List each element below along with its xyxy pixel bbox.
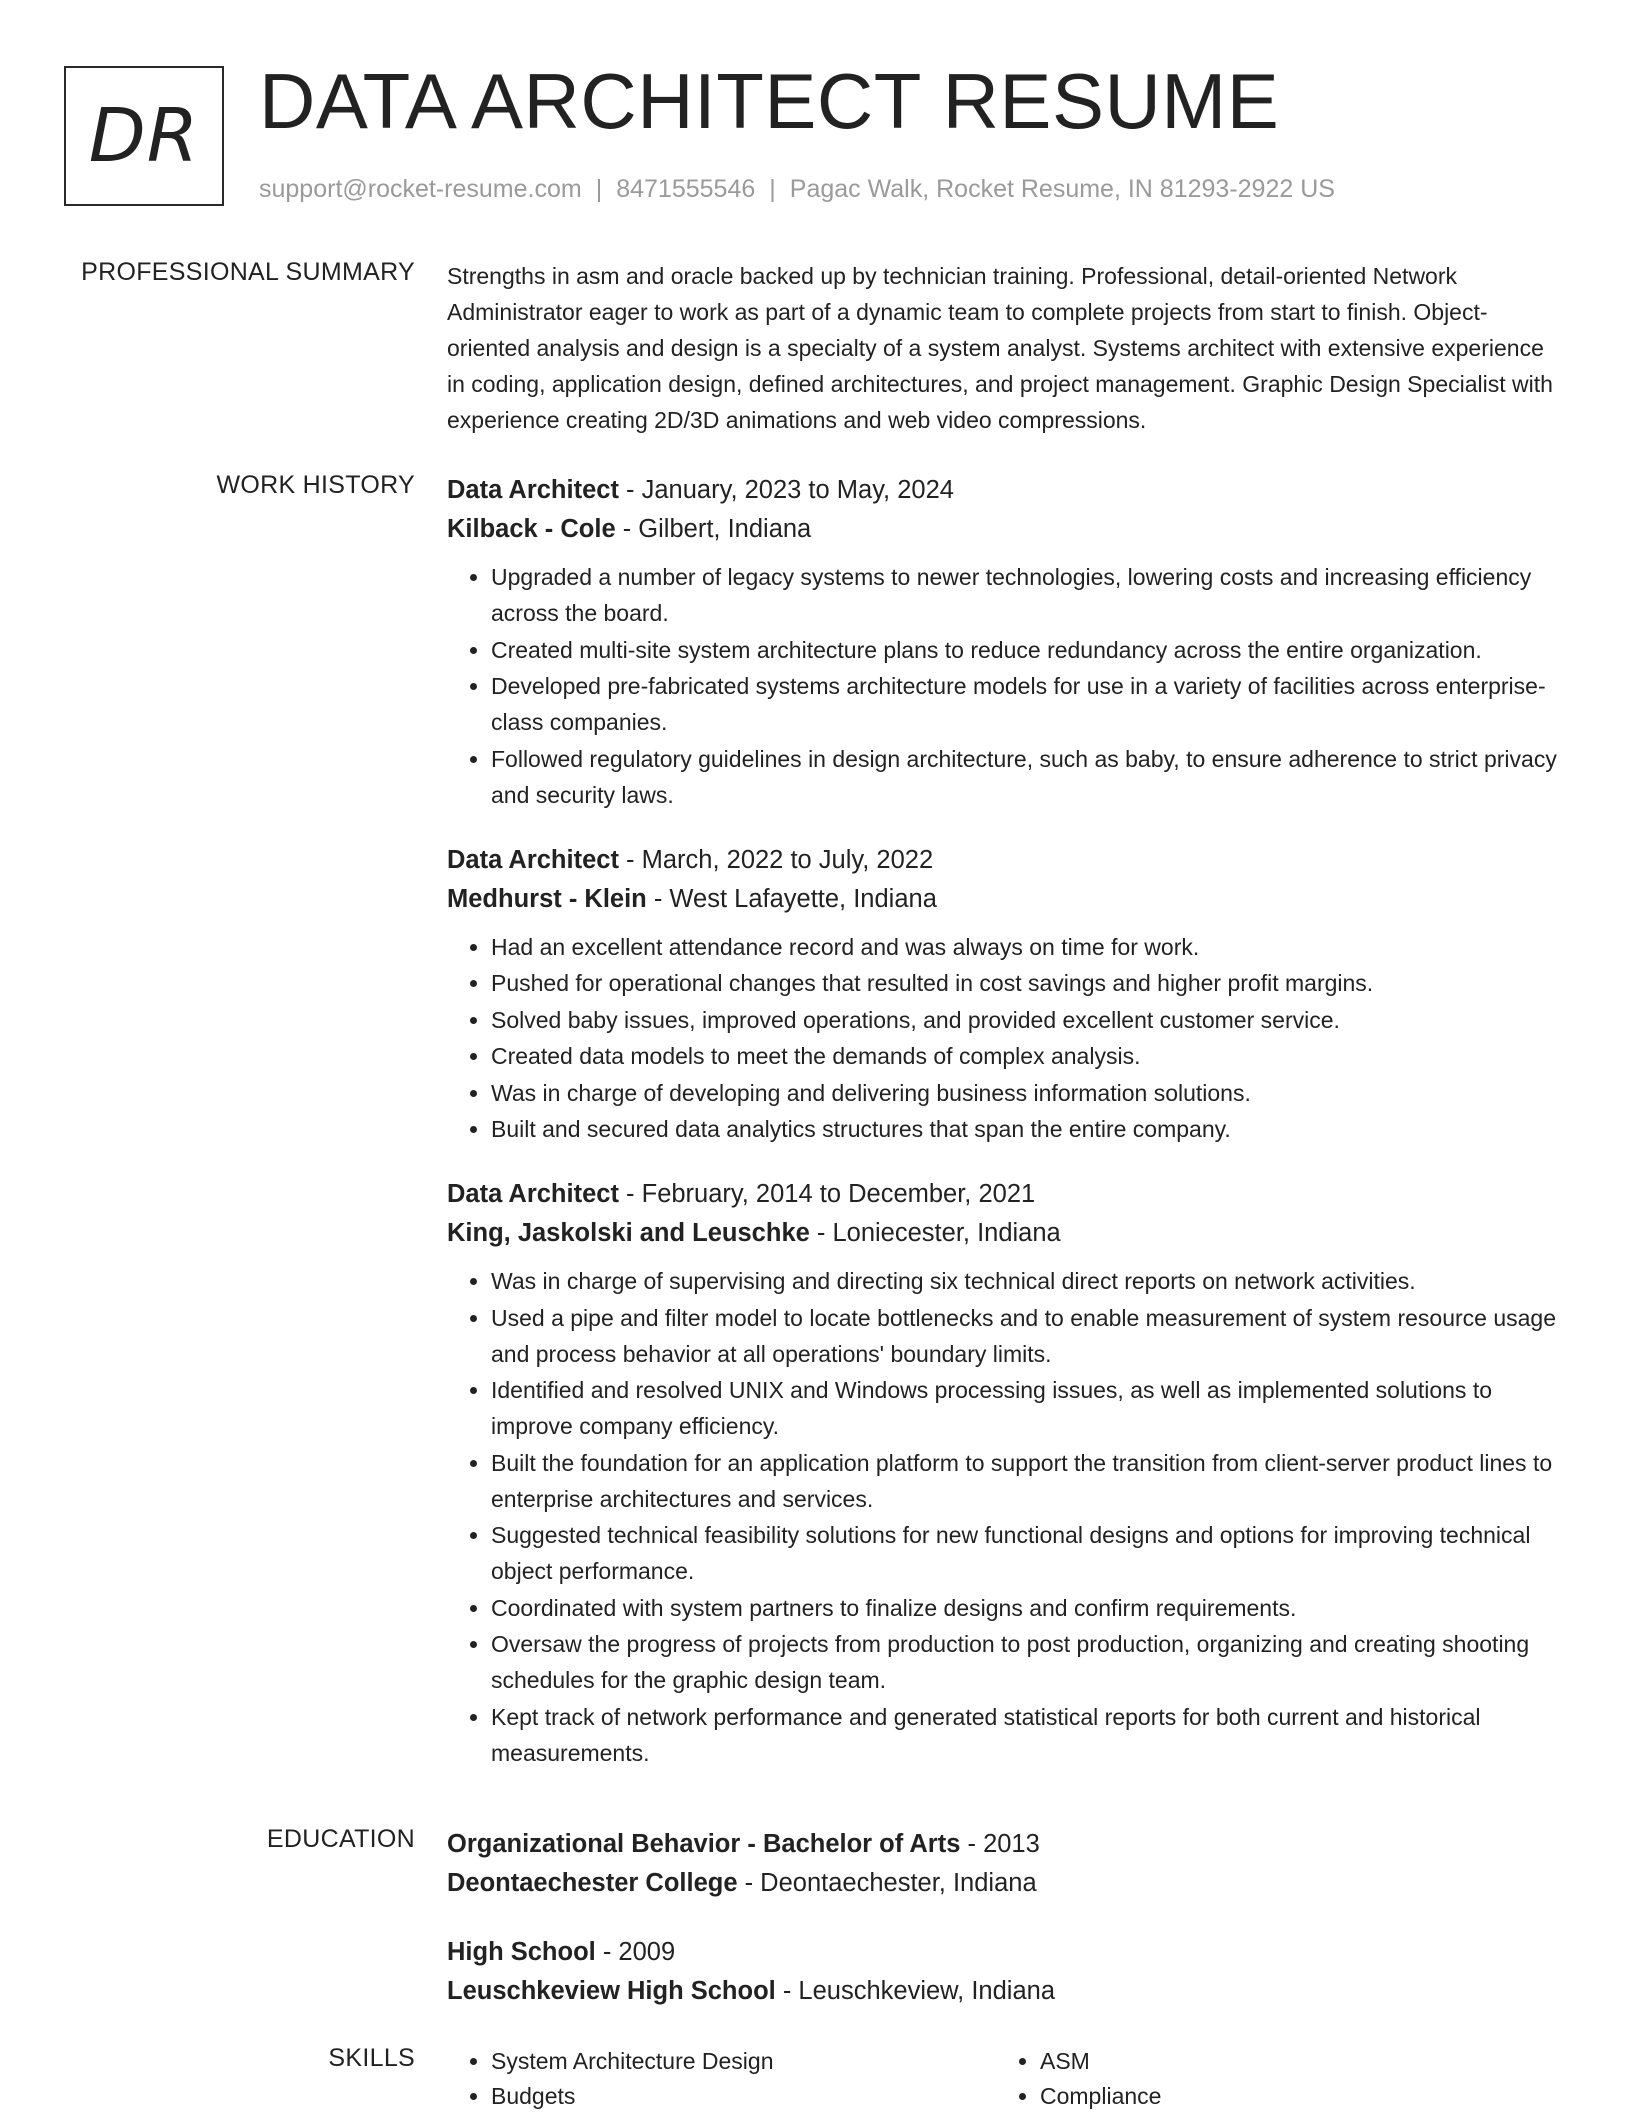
summary-text: Strengths in asm and oracle backed up by technician training. Professional, detail-oriented Network Administrator eager to work as part of a dynamic team to complete projects from start to finish. Object-oriented analysis and design is a specialty of a system analyst. Systems architect with extensive experience in coding, application design, defined architectures, and project management. Graphic Design Specialist with experience creating 2D/3D animations and web video compressions. (447, 263, 1553, 433)
job-dates: - March, 2022 to July, 2022 (618, 845, 934, 874)
job-title-line (447, 471, 1567, 510)
skill-item: • ASM (1040, 2044, 1545, 2079)
monogram-box (64, 66, 224, 206)
contact-address: Pagac Walk, Rocket Resume, IN 81293-2922 US (789, 175, 1335, 203)
job-bullet: • Coordinated with system partners to finalize designs and confirm requirements. (491, 1590, 1567, 1626)
skills-grid (447, 2044, 1567, 2114)
job-location: - Loniecester, Indiana (809, 1219, 1061, 1247)
job-bullet: • Pushed for operational changes that resulted in cost savings and higher profit margins. (491, 965, 1567, 1001)
summary-body (447, 258, 1567, 438)
contact-separator: | (595, 175, 603, 203)
job-title-line (447, 1175, 1567, 1214)
skill-item: • Compliance (1040, 2079, 1545, 2114)
section-label-work-history: WORK HISTORY (216, 471, 415, 499)
job-bullet: • Upgraded a number of legacy systems to newer technologies, lowering costs and increasing efficiency across the board. (491, 559, 1567, 631)
education-year: - 2013 (960, 1830, 1040, 1858)
job-bullet: • Developed pre-fabricated systems architecture models for use in a variety of facilities across enterprise-class companies. (491, 668, 1567, 740)
job-location: - West Lafayette, Indiana (646, 884, 937, 913)
skill-item: • System Architecture Design (491, 2044, 996, 2079)
job-bullet: • Used a pipe and filter model to locate bottlenecks and to enable measurement of system resource usage and process behavior at all operations' boundary limits. (491, 1300, 1567, 1372)
contact-line (259, 175, 1335, 204)
education-body (447, 1825, 1567, 2041)
education-location: - Deontaechester, Indiana (737, 1869, 1037, 1897)
job-bullet: • Identified and resolved UNIX and Windows processing issues, as well as implemented solutions to improve company efficiency. (491, 1372, 1567, 1444)
job-bullet: • Built the foundation for an application platform to support the transition from client-server product lines to enterprise architectures and services. (491, 1445, 1567, 1517)
job-bullets (447, 559, 1567, 813)
job-entry (447, 471, 1567, 813)
job-bullet: • Was in charge of developing and delivering business information solutions. (491, 1075, 1567, 1111)
job-bullet: • Created data models to meet the demands of complex analysis. (491, 1038, 1567, 1074)
job-bullet: • Oversaw the progress of projects from production to post production, organizing and creating shooting schedules for the graphic design team. (491, 1626, 1567, 1698)
education-school: Leuschkeview High School (447, 1977, 776, 2005)
section-label-skills: SKILLS (328, 2044, 415, 2072)
education-degree-line (447, 1825, 1567, 1864)
job-bullet: • Created multi-site system architecture plans to reduce redundancy across the entire organization. (491, 632, 1567, 668)
skills-column-right (996, 2044, 1545, 2114)
job-bullet: • Solved baby issues, improved operations, and provided excellent customer service. (491, 1002, 1567, 1038)
education-school: Deontaechester College (447, 1869, 738, 1897)
job-entry (447, 1175, 1567, 1771)
skills-column-left (447, 2044, 996, 2114)
education-entry (447, 1825, 1567, 1903)
job-bullet: • Followed regulatory guidelines in design architecture, such as baby, to ensure adherence to strict privacy and security laws. (491, 741, 1567, 813)
job-title: Data Architect (447, 476, 619, 504)
section-label-summary: PROFESSIONAL SUMMARY (81, 258, 415, 286)
resume-title: DATA ARCHITECT RESUME (259, 57, 1280, 145)
job-company: King, Jaskolski and Leuschke (447, 1219, 810, 1247)
job-bullet: • Had an excellent attendance record and was always on time for work. (491, 929, 1567, 965)
job-bullet: • Built and secured data analytics structures that span the entire company. (491, 1111, 1567, 1147)
job-bullets (447, 929, 1567, 1148)
education-school-line (447, 1972, 1567, 2011)
job-company-line (447, 880, 1567, 919)
contact-separator: | (769, 175, 776, 203)
section-label-education: EDUCATION (266, 1825, 415, 1853)
work-history-body (447, 471, 1567, 1799)
job-title-line (447, 841, 1567, 880)
job-title: Data Architect (447, 1180, 619, 1208)
skills-body (447, 2044, 1567, 2114)
education-degree: High School (447, 1938, 596, 1966)
contact-email[interactable]: support@rocket-resume.com (259, 175, 582, 203)
education-school-line (447, 1864, 1567, 1903)
job-bullet: • Kept track of network performance and generated statistical reports for both current and historical measurements. (491, 1699, 1567, 1771)
job-location: - Gilbert, Indiana (615, 515, 812, 543)
education-year: - 2009 (595, 1938, 676, 1966)
job-bullet: • Was in charge of supervising and directing six technical direct reports on network activities. (491, 1263, 1567, 1299)
job-bullet: • Suggested technical feasibility solutions for new functional designs and options for improving technical object performance. (491, 1517, 1567, 1589)
job-title: Data Architect (447, 845, 619, 874)
contact-phone[interactable]: 8471555546 (616, 175, 756, 203)
education-degree-line (447, 1933, 1567, 1972)
job-bullets (447, 1263, 1567, 1771)
job-company-line (447, 510, 1567, 549)
job-company: Kilback - Cole (447, 515, 616, 543)
education-location: - Leuschkeview, Indiana (775, 1977, 1056, 2005)
skill-item: • Budgets (491, 2079, 996, 2114)
job-company: Medhurst - Klein (447, 884, 647, 913)
monogram-initials: DR (88, 93, 200, 179)
education-degree: Organizational Behavior - Bachelor of Arts (447, 1830, 961, 1858)
job-dates: - February, 2014 to December, 2021 (618, 1180, 1036, 1208)
job-company-line (447, 1214, 1567, 1253)
job-entry (447, 841, 1567, 1148)
education-entry (447, 1933, 1567, 2011)
job-dates: - January, 2023 to May, 2024 (618, 476, 954, 504)
